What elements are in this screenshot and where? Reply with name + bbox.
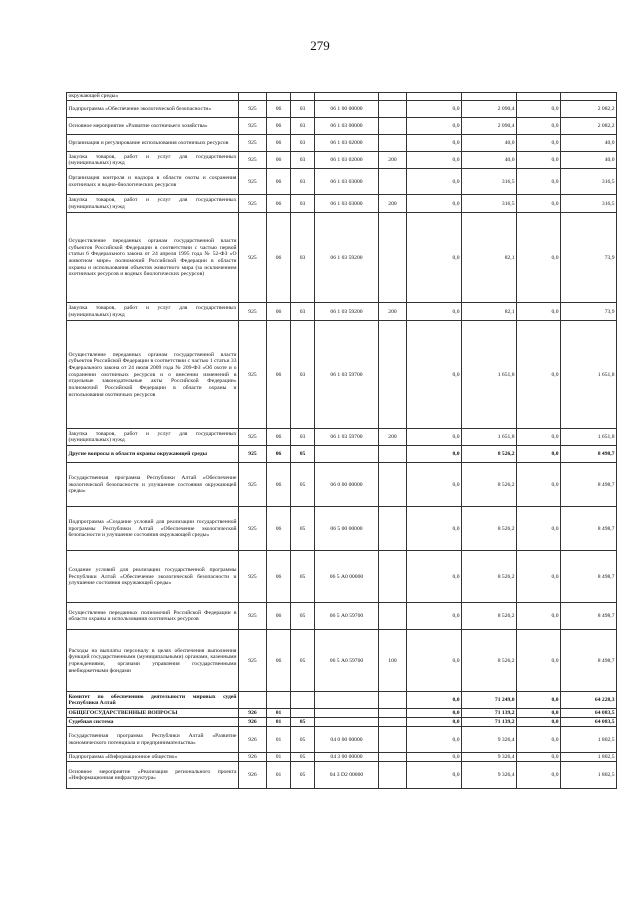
row-description: Подпрограмма «Создание условий для реализации государственной программы Республики Алтай «Обеспечение экологической безопасности и улучшение состояния окружающей среды»	[67, 507, 239, 551]
section-code: 06	[267, 429, 291, 446]
page-number: 279	[310, 38, 330, 53]
table-row	[67, 630, 617, 692]
admin-code: 925	[239, 118, 267, 135]
amount-col-3	[517, 93, 561, 101]
subsection-code: 03	[291, 152, 315, 169]
subsection-code: 05	[291, 718, 315, 727]
admin-code	[239, 692, 267, 709]
row-description: Осуществление переданных полномочий Российской Федерации в области охраны и использования охотничьих ресурсов	[67, 603, 239, 630]
amount-col-3: 0,0	[517, 709, 561, 718]
expense-type	[379, 213, 407, 303]
table-row	[67, 169, 617, 195]
amount-col-3: 0,0	[517, 630, 561, 692]
row-description: Судебная система	[67, 718, 239, 727]
amount-col-3: 0,0	[517, 718, 561, 727]
subsection-code: 05	[291, 762, 315, 789]
target-article: 06 1 00 00000	[315, 101, 379, 118]
budget-table	[66, 92, 617, 789]
subsection-code: 03	[291, 101, 315, 118]
amount-col-2: 40,0	[462, 135, 517, 152]
section-code: 06	[267, 213, 291, 303]
amount-col-4: 64 228,3	[561, 692, 617, 709]
amount-col-1: 0,0	[407, 169, 462, 195]
amount-col-4: 8 498,7	[561, 551, 617, 603]
table-row	[67, 118, 617, 135]
amount-col-2: 8 526,2	[462, 507, 517, 551]
amount-col-2: 2 090,4	[462, 118, 517, 135]
target-article: 06 1 03 59700	[315, 321, 379, 429]
row-description: Закупка товаров, работ и услуг для государственных (муниципальных) нужд	[67, 152, 239, 169]
amount-col-4: 1 802,5	[561, 762, 617, 789]
amount-col-4: 2 082,2	[561, 118, 617, 135]
row-description: Основное мероприятие «Развитие охотничьего хозяйства»	[67, 118, 239, 135]
table-row	[67, 551, 617, 603]
subsection-code: 05	[291, 551, 315, 603]
target-article: 06 1 03 03000	[315, 169, 379, 195]
admin-code: 926	[239, 709, 267, 718]
row-description: Основное мероприятие «Реализация регионального проекта «Информационная инфраструктура»	[67, 762, 239, 789]
target-article	[315, 709, 379, 718]
amount-col-2: 1 651,8	[462, 321, 517, 429]
section-code: 01	[267, 727, 291, 753]
amount-col-1: 0,0	[407, 709, 462, 718]
expense-type	[379, 727, 407, 753]
subsection-code: 05	[291, 727, 315, 753]
expense-type	[379, 446, 407, 463]
amount-col-2: 8 526,2	[462, 446, 517, 463]
amount-col-3: 0,0	[517, 429, 561, 446]
expense-type	[379, 507, 407, 551]
subsection-code: 03	[291, 195, 315, 213]
amount-col-4: 8 498,7	[561, 446, 617, 463]
table-row	[67, 446, 617, 463]
subsection-code: 03	[291, 118, 315, 135]
section-code: 01	[267, 709, 291, 718]
expense-type	[379, 762, 407, 789]
admin-code: 925	[239, 152, 267, 169]
section-code: 06	[267, 135, 291, 152]
admin-code: 925	[239, 463, 267, 507]
table-row	[67, 213, 617, 303]
row-description: окружающей среды»	[67, 93, 239, 101]
admin-code: 925	[239, 195, 267, 213]
section-code: 01	[267, 762, 291, 789]
amount-col-3: 0,0	[517, 213, 561, 303]
amount-col-1	[407, 93, 462, 101]
admin-code: 925	[239, 507, 267, 551]
target-article: 06 5 А0 59700	[315, 630, 379, 692]
amount-col-3: 0,0	[517, 118, 561, 135]
table-row	[67, 152, 617, 169]
subsection-code: 05	[291, 603, 315, 630]
amount-col-2: 2 090,4	[462, 101, 517, 118]
expense-type	[379, 692, 407, 709]
expense-type: 200	[379, 195, 407, 213]
table-row	[67, 101, 617, 118]
admin-code: 925	[239, 551, 267, 603]
budget-table-body	[67, 93, 617, 789]
section-code: 06	[267, 195, 291, 213]
subsection-code: 03	[291, 303, 315, 321]
admin-code	[239, 93, 267, 101]
expense-type: 200	[379, 429, 407, 446]
admin-code: 926	[239, 727, 267, 753]
target-article	[315, 446, 379, 463]
table-row	[67, 93, 617, 101]
target-article: 06 5 А0 00000	[315, 551, 379, 603]
amount-col-2: 82,1	[462, 213, 517, 303]
row-description: Государственная программа Республики Алтай «Развитие экономического потенциала и предпринимательства»	[67, 727, 239, 753]
amount-col-2: 8 526,2	[462, 630, 517, 692]
amount-col-3: 0,0	[517, 762, 561, 789]
expense-type	[379, 169, 407, 195]
amount-col-4: 1 651,8	[561, 321, 617, 429]
row-description: Государственная программа Республики Алтай «Обеспечение экологической безопасности и улучшение состояния окружающей среды»	[67, 463, 239, 507]
table-row	[67, 718, 617, 727]
amount-col-3: 0,0	[517, 303, 561, 321]
expense-type: 100	[379, 630, 407, 692]
amount-col-2: 9 326,4	[462, 727, 517, 753]
row-description: Комитет по обеспечению деятельности мировых судей Республики Алтай	[67, 692, 239, 709]
amount-col-4: 1 651,8	[561, 429, 617, 446]
row-description: Подпрограмма «Информационное общество»	[67, 753, 239, 762]
amount-col-4: 40,0	[561, 135, 617, 152]
amount-col-1: 0,0	[407, 762, 462, 789]
subsection-code	[291, 709, 315, 718]
amount-col-1: 0,0	[407, 152, 462, 169]
amount-col-2	[462, 93, 517, 101]
amount-col-4: 8 498,7	[561, 507, 617, 551]
amount-col-1: 0,0	[407, 718, 462, 727]
target-article: 06 1 03 03000	[315, 195, 379, 213]
subsection-code: 03	[291, 135, 315, 152]
amount-col-1: 0,0	[407, 692, 462, 709]
admin-code: 925	[239, 429, 267, 446]
amount-col-3: 0,0	[517, 446, 561, 463]
subsection-code: 03	[291, 321, 315, 429]
amount-col-1: 0,0	[407, 118, 462, 135]
target-article: 04 3 D2 00000	[315, 762, 379, 789]
expense-type: 200	[379, 303, 407, 321]
expense-type	[379, 753, 407, 762]
row-description: Другие вопросы в области охраны окружающей среды	[67, 446, 239, 463]
amount-col-2: 71 249,0	[462, 692, 517, 709]
target-article: 06 1 03 59200	[315, 213, 379, 303]
section-code	[267, 93, 291, 101]
section-code: 06	[267, 507, 291, 551]
table-row	[67, 195, 617, 213]
row-description: Организация контроля и надзора в области охоты и сохранения охотничьих и водно-биологических ресурсов	[67, 169, 239, 195]
amount-col-3: 0,0	[517, 321, 561, 429]
table-row	[67, 135, 617, 152]
section-code: 06	[267, 603, 291, 630]
amount-col-3: 0,0	[517, 101, 561, 118]
table-row	[67, 762, 617, 789]
table-row	[67, 303, 617, 321]
amount-col-1: 0,0	[407, 135, 462, 152]
amount-col-3: 0,0	[517, 603, 561, 630]
target-article: 04 0 00 00000	[315, 727, 379, 753]
target-article: 06 1 03 02000	[315, 152, 379, 169]
expense-type	[379, 118, 407, 135]
amount-col-1: 0,0	[407, 463, 462, 507]
section-code: 06	[267, 463, 291, 507]
table-row	[67, 603, 617, 630]
row-description: Подпрограмма «Обеспечение экологической безопасности»	[67, 101, 239, 118]
amount-col-3: 0,0	[517, 727, 561, 753]
section-code: 06	[267, 101, 291, 118]
target-article	[315, 93, 379, 101]
amount-col-1: 0,0	[407, 303, 462, 321]
amount-col-3: 0,0	[517, 463, 561, 507]
amount-col-1: 0,0	[407, 727, 462, 753]
row-description: Создание условий для реализации государственной программы Республики Алтай «Обеспечение экологической безопасности и улучшение состояния окружающей среды»	[67, 551, 239, 603]
amount-col-3: 0,0	[517, 135, 561, 152]
table-row	[67, 507, 617, 551]
admin-code: 925	[239, 446, 267, 463]
amount-col-4	[561, 93, 617, 101]
admin-code: 925	[239, 101, 267, 118]
amount-col-1: 0,0	[407, 195, 462, 213]
amount-col-2: 71 139,2	[462, 709, 517, 718]
target-article: 04 3 00 00000	[315, 753, 379, 762]
amount-col-2: 71 139,2	[462, 718, 517, 727]
amount-col-4: 73,9	[561, 213, 617, 303]
section-code: 01	[267, 753, 291, 762]
amount-col-4: 1 802,5	[561, 727, 617, 753]
admin-code: 926	[239, 762, 267, 789]
amount-col-4: 8 498,7	[561, 630, 617, 692]
section-code: 06	[267, 169, 291, 195]
amount-col-1: 0,0	[407, 101, 462, 118]
amount-col-4: 64 083,5	[561, 709, 617, 718]
table-row	[67, 321, 617, 429]
amount-col-1: 0,0	[407, 507, 462, 551]
section-code: 06	[267, 551, 291, 603]
amount-col-3: 0,0	[517, 551, 561, 603]
amount-col-4: 8 498,7	[561, 463, 617, 507]
amount-col-2: 316,5	[462, 169, 517, 195]
subsection-code: 03	[291, 213, 315, 303]
expense-type	[379, 551, 407, 603]
row-description: Закупка товаров, работ и услуг для государственных (муниципальных) нужд	[67, 303, 239, 321]
amount-col-1: 0,0	[407, 603, 462, 630]
target-article: 06 5 00 00000	[315, 507, 379, 551]
expense-type	[379, 463, 407, 507]
target-article: 06 1 03 59200	[315, 303, 379, 321]
section-code: 06	[267, 321, 291, 429]
amount-col-3: 0,0	[517, 507, 561, 551]
amount-col-2: 9 326,4	[462, 762, 517, 789]
table-row	[67, 463, 617, 507]
amount-col-1: 0,0	[407, 630, 462, 692]
table-row	[67, 429, 617, 446]
admin-code: 925	[239, 213, 267, 303]
table-row	[67, 709, 617, 718]
row-description: Организация и регулирование использования охотничьих ресурсов	[67, 135, 239, 152]
amount-col-2: 1 651,8	[462, 429, 517, 446]
admin-code: 925	[239, 303, 267, 321]
amount-col-4: 8 498,7	[561, 603, 617, 630]
row-description: Расходы на выплаты персоналу в целях обеспечения выполнения функций государственными (муниципальными) органами, казенными учреждениями, органами управления государственными внебюджетными фондами	[67, 630, 239, 692]
amount-col-2: 40,0	[462, 152, 517, 169]
row-description: Закупка товаров, работ и услуг для государственных (муниципальных) нужд	[67, 429, 239, 446]
expense-type: 200	[379, 152, 407, 169]
amount-col-3: 0,0	[517, 169, 561, 195]
amount-col-3: 0,0	[517, 152, 561, 169]
target-article	[315, 692, 379, 709]
amount-col-4: 64 083,5	[561, 718, 617, 727]
amount-col-4: 316,5	[561, 195, 617, 213]
admin-code: 925	[239, 603, 267, 630]
section-code: 06	[267, 118, 291, 135]
subsection-code: 05	[291, 446, 315, 463]
admin-code: 925	[239, 321, 267, 429]
section-code: 06	[267, 152, 291, 169]
amount-col-1: 0,0	[407, 753, 462, 762]
amount-col-3: 0,0	[517, 692, 561, 709]
section-code: 06	[267, 303, 291, 321]
amount-col-2: 316,5	[462, 195, 517, 213]
target-article: 06 5 А0 59700	[315, 603, 379, 630]
subsection-code: 05	[291, 753, 315, 762]
subsection-code	[291, 93, 315, 101]
expense-type	[379, 93, 407, 101]
amount-col-2: 8 526,2	[462, 603, 517, 630]
target-article: 06 1 03 00000	[315, 118, 379, 135]
amount-col-2: 8 526,2	[462, 551, 517, 603]
subsection-code: 03	[291, 169, 315, 195]
row-description: Осуществление переданных органам государственной власти субъектов Российской Федерации в соответствии с частью 1 статьи 33 Федерального закона от 24 июля 2009 года № 209-ФЗ «Об охоте и о сохранении охотничьих ресурсов и о внесении изменений в отдельные законодательные акты Российской Федерации» полномочий Российской Федерации в области охраны и использования охотничьих ресурсов	[67, 321, 239, 429]
amount-col-2: 9 326,4	[462, 753, 517, 762]
expense-type	[379, 321, 407, 429]
amount-col-3: 0,0	[517, 195, 561, 213]
subsection-code: 05	[291, 507, 315, 551]
admin-code: 925	[239, 169, 267, 195]
section-code: 01	[267, 718, 291, 727]
subsection-code: 03	[291, 429, 315, 446]
amount-col-2: 8 526,2	[462, 463, 517, 507]
amount-col-1: 0,0	[407, 321, 462, 429]
admin-code: 926	[239, 718, 267, 727]
amount-col-1: 0,0	[407, 551, 462, 603]
amount-col-4: 1 802,5	[561, 753, 617, 762]
expense-type	[379, 709, 407, 718]
expense-type	[379, 603, 407, 630]
section-code: 06	[267, 446, 291, 463]
expense-type	[379, 718, 407, 727]
amount-col-1: 0,0	[407, 213, 462, 303]
target-article: 06 1 03 59700	[315, 429, 379, 446]
table-row	[67, 727, 617, 753]
amount-col-3: 0,0	[517, 753, 561, 762]
amount-col-4: 40,0	[561, 152, 617, 169]
subsection-code	[291, 692, 315, 709]
target-article: 06 0 00 00000	[315, 463, 379, 507]
row-description: Осуществление переданных органам государственной власти субъектов Российской Федерации в соответствии с частью первой статьи 6 Федерального закона от 24 апреля 1995 года № 52-ФЗ «О животном мире» полномочий Российской Федерации в области охраны и использования объектов животного мира (за исключением охотничьих ресурсов и водных биологических ресурсов)	[67, 213, 239, 303]
subsection-code: 05	[291, 463, 315, 507]
admin-code: 925	[239, 135, 267, 152]
row-description: ОБЩЕГОСУДАРСТВЕННЫЕ ВОПРОСЫ	[67, 709, 239, 718]
amount-col-4: 73,9	[561, 303, 617, 321]
admin-code: 926	[239, 753, 267, 762]
target-article: 06 1 03 02000	[315, 135, 379, 152]
section-code	[267, 692, 291, 709]
expense-type	[379, 135, 407, 152]
table-row	[67, 692, 617, 709]
section-code: 06	[267, 630, 291, 692]
amount-col-4: 316,5	[561, 169, 617, 195]
expense-type	[379, 101, 407, 118]
amount-col-1: 0,0	[407, 446, 462, 463]
table-row	[67, 753, 617, 762]
amount-col-4: 2 082,2	[561, 101, 617, 118]
amount-col-1: 0,0	[407, 429, 462, 446]
target-article	[315, 718, 379, 727]
row-description: Закупка товаров, работ и услуг для государственных (муниципальных) нужд	[67, 195, 239, 213]
amount-col-2: 82,1	[462, 303, 517, 321]
subsection-code: 05	[291, 630, 315, 692]
admin-code: 925	[239, 630, 267, 692]
